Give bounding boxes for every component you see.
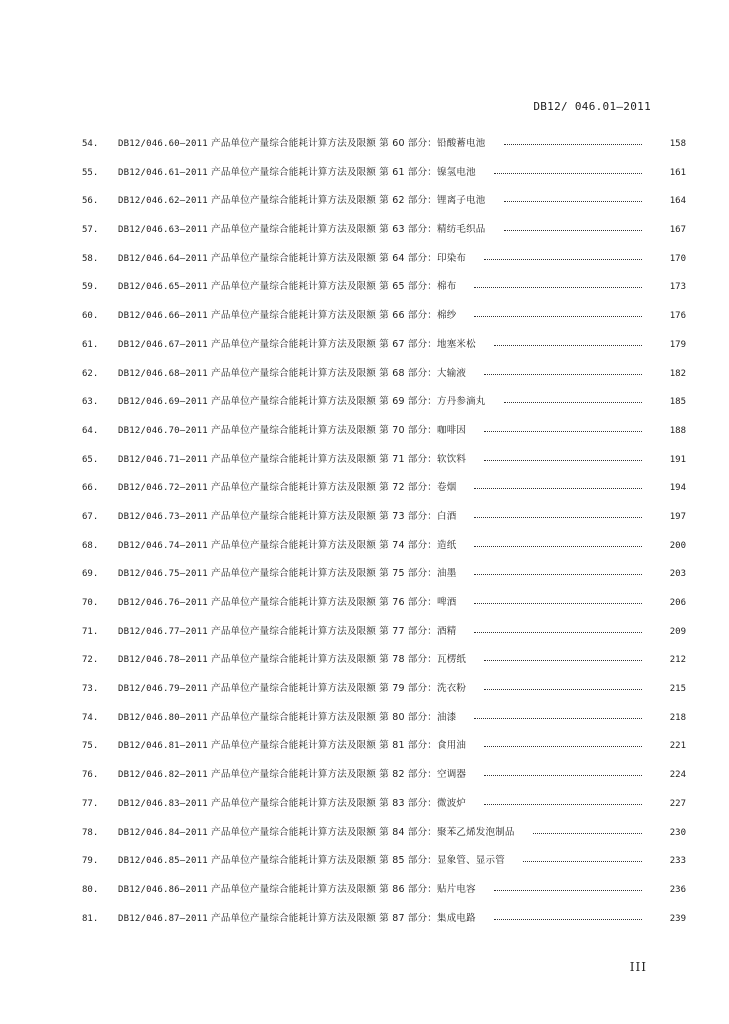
toc-entry-page: 212 [669, 655, 686, 666]
toc-entry-title: 产品单位产量综合能耗计算方法及限额 [211, 740, 377, 752]
toc-entry-page: 230 [669, 827, 686, 838]
toc-entry-title: 产品单位产量综合能耗计算方法及限额 [211, 683, 377, 695]
toc-entry[interactable] [82, 768, 686, 797]
toc-entry-part: 第 84 部分：聚苯乙烯发泡制品 [379, 826, 515, 838]
toc-entry-code: DB12/046.67—2011 [118, 339, 208, 350]
toc-entry-page: 185 [669, 397, 686, 408]
toc-entry-number: 77. [82, 798, 99, 809]
toc-entry-page: 209 [669, 626, 686, 637]
toc-entry-part: 第 81 部分：食用油 [379, 740, 467, 752]
toc-entry-text [118, 539, 456, 553]
toc-leader-dots [484, 373, 642, 375]
toc-entry-number: 56. [82, 196, 99, 207]
toc-entry-number: 60. [82, 311, 99, 322]
toc-entry-part: 第 66 部分：棉纱 [379, 310, 457, 322]
toc-leader-dots [484, 659, 642, 661]
toc-entry-title: 产品单位产量综合能耗计算方法及限额 [211, 138, 377, 149]
toc-entry-code: DB12/046.83—2011 [118, 798, 208, 809]
toc-entry[interactable] [82, 625, 686, 654]
toc-leader-dots [484, 430, 642, 432]
toc-entry-title: 产品单位产量综合能耗计算方法及限额 [211, 654, 377, 666]
toc-entry-title: 产品单位产量综合能耗计算方法及限额 [211, 310, 377, 322]
toc-entry-part: 第 87 部分：集成电路 [379, 912, 476, 924]
toc-entry[interactable] [82, 739, 686, 768]
toc-entry-part: 第 75 部分：油墨 [379, 568, 457, 580]
toc-entry-part: 第 72 部分：卷烟 [379, 482, 457, 494]
toc-entry[interactable] [82, 567, 686, 596]
toc-entry-page: 221 [669, 741, 686, 752]
toc-entry-text [118, 625, 456, 639]
toc-entry-page: 227 [669, 798, 686, 809]
page-number-roman: III [629, 960, 647, 974]
toc-entry-text [118, 338, 476, 352]
toc-entry-number: 73. [82, 684, 99, 695]
toc-entry-page: 170 [669, 253, 686, 264]
toc-entry-text [118, 166, 476, 180]
toc-entry-number: 79. [82, 856, 99, 867]
toc-entry-page: 188 [669, 425, 686, 436]
toc-entry-part: 第 73 部分：白酒 [379, 510, 457, 522]
toc-entry-part: 第 78 部分：瓦楞纸 [379, 654, 467, 666]
toc-leader-dots [484, 774, 642, 776]
toc-entry-title: 产品单位产量综合能耗计算方法及限额 [211, 826, 377, 838]
toc-entry-page: 191 [669, 454, 686, 465]
toc-entry-part: 第 61 部分：镍氢电池 [379, 166, 476, 178]
toc-entry[interactable] [82, 653, 686, 682]
toc-entry-code: DB12/046.74—2011 [118, 540, 208, 551]
toc-entry-title: 产品单位产量综合能耗计算方法及限额 [211, 424, 377, 436]
toc-entry-title: 产品单位产量综合能耗计算方法及限额 [211, 453, 377, 465]
toc-leader-dots [504, 200, 642, 202]
toc-leader-dots [474, 631, 642, 633]
toc-entry-page: 236 [669, 884, 686, 895]
toc-entry-part: 第 62 部分：锂离子电池 [379, 195, 486, 207]
toc-entry-number: 55. [82, 167, 99, 178]
toc-entry-title: 产品单位产量综合能耗计算方法及限额 [211, 166, 377, 178]
toc-entry-number: 67. [82, 511, 99, 522]
toc-entry-title: 产品单位产量综合能耗计算方法及限额 [211, 597, 377, 608]
toc-entry-title: 产品单位产量综合能耗计算方法及限额 [211, 568, 377, 580]
toc-entry-title: 产品单位产量综合能耗计算方法及限额 [211, 855, 377, 867]
toc-leader-dots [484, 745, 642, 747]
toc-entry-page: 176 [669, 311, 686, 322]
toc-entry-number: 78. [82, 827, 99, 838]
toc-entry-text [118, 883, 476, 897]
toc-entry-page: 239 [669, 913, 686, 924]
toc-leader-dots [504, 401, 642, 403]
toc-entry-page: 161 [669, 167, 686, 178]
toc-leader-dots [494, 344, 642, 346]
toc-leader-dots [494, 172, 642, 174]
toc-leader-dots [474, 717, 642, 719]
toc-entry-part: 第 86 部分：贴片电容 [379, 883, 476, 895]
toc-entry-number: 63. [82, 397, 99, 408]
toc-entry-part: 第 64 部分：印染布 [379, 252, 467, 264]
toc-leader-dots [484, 258, 642, 260]
toc-leader-dots [484, 688, 642, 690]
toc-entry-page: 233 [669, 856, 686, 867]
toc-entry[interactable] [82, 854, 686, 883]
toc-entry-number: 71. [82, 626, 99, 637]
toc-entry-code: DB12/046.64—2011 [118, 253, 208, 264]
toc-entry-part: 第 74 部分：造纸 [379, 539, 457, 551]
toc-entry[interactable] [82, 338, 686, 367]
toc-entry[interactable] [82, 596, 686, 625]
toc-entry-number: 62. [82, 368, 99, 379]
toc-entry[interactable] [82, 166, 686, 195]
toc-entry-page: 206 [669, 598, 686, 608]
toc-entry-code: DB12/046.62—2011 [118, 196, 208, 207]
toc-entry-text [118, 280, 456, 294]
toc-entry-text [118, 252, 466, 266]
toc-leader-dots [474, 286, 642, 288]
toc-leader-dots [484, 803, 642, 805]
toc-entry-text [118, 395, 486, 409]
toc-entry-title: 产品单位产量综合能耗计算方法及限额 [211, 367, 377, 379]
toc-entry-page: 182 [669, 368, 686, 379]
table-of-contents [82, 137, 686, 940]
toc-entry-page: 194 [669, 483, 686, 494]
toc-leader-dots [504, 229, 642, 231]
toc-entry[interactable] [82, 711, 686, 740]
toc-entry[interactable] [82, 280, 686, 309]
toc-entry-code: DB12/046.66—2011 [118, 311, 208, 322]
toc-entry-text [118, 768, 466, 782]
toc-entry-code: DB12/046.71—2011 [118, 454, 208, 465]
toc-entry-title: 产品单位产量综合能耗计算方法及限额 [211, 797, 377, 809]
toc-leader-dots [474, 487, 642, 489]
toc-entry-code: DB12/046.73—2011 [118, 511, 208, 522]
toc-entry-code: DB12/046.77—2011 [118, 626, 208, 637]
toc-entry-number: 74. [82, 712, 99, 723]
toc-entry-text [118, 682, 466, 696]
toc-entry[interactable] [82, 223, 686, 252]
toc-entry-number: 54. [82, 139, 99, 149]
toc-entry-number: 58. [82, 253, 99, 264]
toc-entry-code: DB12/046.80—2011 [118, 712, 208, 723]
toc-entry[interactable] [82, 883, 686, 912]
toc-entry-code: DB12/046.60—2011 [118, 139, 208, 149]
toc-entry-number: 57. [82, 225, 99, 236]
toc-entry-text [118, 797, 466, 811]
toc-entry-title: 产品单位产量综合能耗计算方法及限额 [211, 510, 377, 522]
toc-entry-code: DB12/046.69—2011 [118, 397, 208, 408]
toc-entry-text [118, 367, 466, 381]
toc-entry-part: 第 68 部分：大输液 [379, 367, 467, 379]
toc-entry-code: DB12/046.61—2011 [118, 167, 208, 178]
toc-entry-text [118, 223, 486, 237]
toc-entry-page: 218 [669, 712, 686, 723]
toc-entry[interactable] [82, 797, 686, 826]
toc-entry-part: 第 63 部分：精纺毛织品 [379, 224, 486, 236]
toc-entry-number: 64. [82, 425, 99, 436]
toc-entry-code: DB12/046.68—2011 [118, 368, 208, 379]
toc-entry-code: DB12/046.76—2011 [118, 598, 208, 608]
toc-entry-number: 59. [82, 282, 99, 293]
toc-entry-text [118, 653, 466, 667]
toc-entry-part: 第 80 部分：油漆 [379, 711, 457, 723]
toc-entry-part: 第 67 部分：地塞米松 [379, 338, 476, 350]
toc-entry-page: 179 [669, 339, 686, 350]
toc-entry-title: 产品单位产量综合能耗计算方法及限额 [211, 281, 377, 293]
toc-leader-dots [474, 516, 642, 518]
toc-entry-code: DB12/046.70—2011 [118, 425, 208, 436]
toc-entry-code: DB12/046.87—2011 [118, 913, 208, 924]
toc-entry-text [118, 137, 486, 151]
toc-entry-code: DB12/046.63—2011 [118, 225, 208, 236]
toc-entry[interactable] [82, 424, 686, 453]
toc-entry-number: 66. [82, 483, 99, 494]
toc-entry-text [118, 453, 466, 467]
toc-entry-page: 200 [669, 540, 686, 551]
toc-entry-code: DB12/046.78—2011 [118, 655, 208, 666]
toc-entry[interactable] [82, 309, 686, 338]
toc-entry-page: 167 [669, 225, 686, 236]
toc-entry[interactable] [82, 912, 686, 941]
toc-entry-text [118, 596, 456, 610]
toc-entry-code: DB12/046.82—2011 [118, 770, 208, 781]
toc-entry-code: DB12/046.81—2011 [118, 741, 208, 752]
toc-entry-text [118, 711, 456, 725]
toc-entry-code: DB12/046.85—2011 [118, 856, 208, 867]
toc-leader-dots [484, 459, 642, 461]
toc-entry-page: 158 [669, 139, 686, 149]
toc-entry-title: 产品单位产量综合能耗计算方法及限额 [211, 769, 377, 781]
toc-entry-text [118, 481, 456, 495]
toc-entry-text [118, 309, 456, 323]
toc-entry-part: 第 77 部分：酒精 [379, 625, 457, 637]
document-code-header: DB12/ 046.01—2011 [533, 100, 651, 113]
toc-entry-text [118, 912, 476, 926]
toc-entry-title: 产品单位产量综合能耗计算方法及限额 [211, 224, 377, 236]
toc-entry-number: 75. [82, 741, 99, 752]
toc-leader-dots [474, 573, 642, 575]
toc-entry[interactable] [82, 395, 686, 424]
toc-entry[interactable] [82, 539, 686, 568]
toc-entry-part: 第 85 部分：显象管、显示管 [379, 855, 505, 867]
toc-leader-dots [474, 315, 642, 317]
toc-entry-number: 72. [82, 655, 99, 666]
toc-entry-code: DB12/046.72—2011 [118, 483, 208, 494]
toc-entry-page: 224 [669, 770, 686, 781]
toc-entry-title: 产品单位产量综合能耗计算方法及限额 [211, 883, 377, 895]
toc-entry-part: 第 82 部分：空调器 [379, 769, 467, 781]
toc-entry-part: 第 69 部分：方丹参滴丸 [379, 396, 486, 408]
toc-leader-dots [494, 918, 642, 920]
toc-entry-number: 69. [82, 569, 99, 580]
toc-entry-number: 65. [82, 454, 99, 465]
toc-entry-page: 203 [669, 569, 686, 580]
toc-entry[interactable] [82, 826, 686, 855]
toc-entry-part: 第 76 部分：啤酒 [379, 597, 457, 608]
toc-entry-title: 产品单位产量综合能耗计算方法及限额 [211, 625, 377, 637]
toc-entry-part: 第 65 部分：棉布 [379, 281, 457, 293]
toc-entry-number: 81. [82, 913, 99, 924]
toc-entry-code: DB12/046.79—2011 [118, 684, 208, 695]
toc-entry-text [118, 424, 466, 438]
toc-entry-part: 第 60 部分：铅酸蓄电池 [379, 138, 486, 149]
toc-entry-title: 产品单位产量综合能耗计算方法及限额 [211, 482, 377, 494]
toc-entry-text [118, 510, 456, 524]
toc-entry-page: 215 [669, 684, 686, 695]
toc-entry[interactable] [82, 481, 686, 510]
toc-entry-code: DB12/046.75—2011 [118, 569, 208, 580]
toc-entry-number: 68. [82, 540, 99, 551]
toc-leader-dots [474, 602, 642, 604]
toc-entry-text [118, 567, 456, 581]
toc-leader-dots [533, 832, 642, 834]
toc-leader-dots [504, 143, 642, 145]
toc-entry-part: 第 79 部分：洗衣粉 [379, 683, 467, 695]
toc-leader-dots [523, 860, 642, 862]
toc-entry-number: 76. [82, 770, 99, 781]
toc-entry-title: 产品单位产量综合能耗计算方法及限额 [211, 338, 377, 350]
toc-entry[interactable] [82, 367, 686, 396]
toc-entry-part: 第 70 部分：咖啡因 [379, 424, 467, 436]
toc-entry-page: 164 [669, 196, 686, 207]
toc-entry-title: 产品单位产量综合能耗计算方法及限额 [211, 539, 377, 551]
toc-entry-number: 70. [82, 598, 99, 608]
toc-leader-dots [494, 889, 642, 891]
toc-entry-title: 产品单位产量综合能耗计算方法及限额 [211, 396, 377, 408]
toc-entry-number: 80. [82, 884, 99, 895]
toc-entry-code: DB12/046.86—2011 [118, 884, 208, 895]
toc-entry-code: DB12/046.84—2011 [118, 827, 208, 838]
toc-entry[interactable] [82, 137, 686, 166]
toc-entry-title: 产品单位产量综合能耗计算方法及限额 [211, 711, 377, 723]
toc-entry-text [118, 194, 486, 208]
toc-entry-page: 197 [669, 511, 686, 522]
toc-entry[interactable] [82, 682, 686, 711]
toc-entry-title: 产品单位产量综合能耗计算方法及限额 [211, 195, 377, 207]
toc-entry-title: 产品单位产量综合能耗计算方法及限额 [211, 912, 377, 924]
toc-entry[interactable] [82, 194, 686, 223]
toc-entry-part: 第 83 部分：微波炉 [379, 797, 467, 809]
toc-entry[interactable] [82, 252, 686, 281]
toc-entry-number: 61. [82, 339, 99, 350]
toc-entry-text [118, 826, 515, 840]
toc-entry-text [118, 854, 505, 868]
toc-entry-part: 第 71 部分：软饮料 [379, 453, 467, 465]
toc-leader-dots [474, 545, 642, 547]
toc-entry-code: DB12/046.65—2011 [118, 282, 208, 293]
toc-entry-page: 173 [669, 282, 686, 293]
toc-entry-text [118, 739, 466, 753]
toc-entry[interactable] [82, 510, 686, 539]
toc-entry-title: 产品单位产量综合能耗计算方法及限额 [211, 252, 377, 264]
toc-entry[interactable] [82, 453, 686, 482]
